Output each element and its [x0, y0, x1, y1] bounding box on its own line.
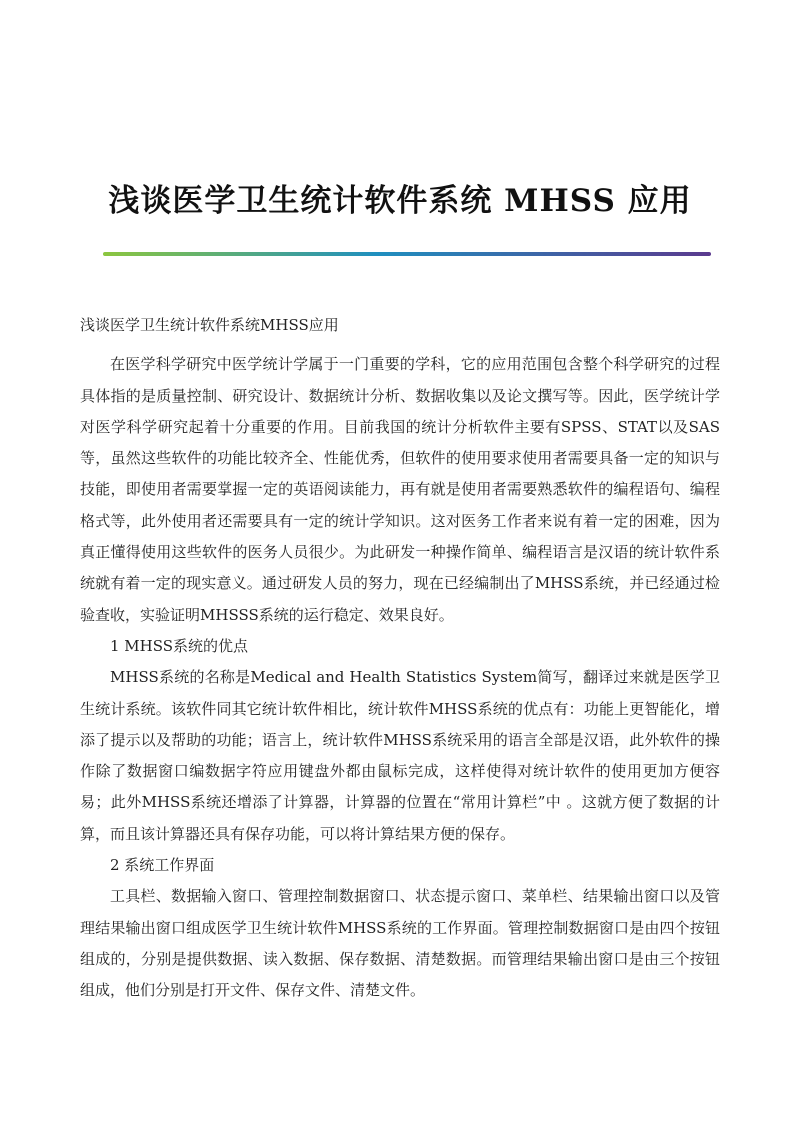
document-body	[80, 310, 720, 1007]
title-gradient-rule	[103, 252, 711, 256]
section-heading-advantages: 1 MHSS系统的优点	[110, 636, 249, 655]
advantages-paragraph: MHSS系统的名称是Medical and Health Statistics System简写，翻译过来就是医学卫生统计系统。该软件同其它统计软件相比，统计软件MHSS系统的优点有：功能上更智能化，增添了提示以及帮助的功能；语言上，统计软件MHSS系统采用的语言全部是汉语，此外软件的操作除了数据窗口编数据字符应用键盘外都由鼠标完成，这样使得对统计软件的使用更加方便容易；此外MHSS系统还增添了计算器，计算器的位置在“常用计算栏”中 。这就方便了数据的计算，而且该计算器还具有保存功能，可以将计算结果方便的保存。	[80, 668, 720, 843]
document-title: 浅谈医学卫生统计软件系统 MHSS 应用	[108, 182, 692, 219]
intro-paragraph: 在医学科学研究中医学统计学属于一门重要的学科，它的应用范围包含整个科学研究的过程具体指的是质量控制、研究设计、数据统计分析、数据收集以及论文撰写等。因此，医学统计学对医学科学研究起着十分重要的作用。目前我国的统计分析软件主要有SPSS、STAT以及SAS等，虽然这些软件的功能比较齐全、性能优秀，但软件的使用要求使用者需要具备一定的知识与技能，即使用者需要掌握一定的英语阅读能力，再有就是使用者需要熟悉软件的编程语句、编程格式等，此外使用者还需要具有一定的统计学知识。这对医务工作者来说有着一定的困难，因为真正懂得使用这些软件的医务人员很少。为此研发一种操作简单、编程语言是汉语的统计软件系统就有着一定的现实意义。通过研发人员的努力，现在已经编制出了MHSS系统，并已经通过检验查收，实验证明MHSSS系统的运行稳定、效果良好。	[80, 355, 720, 624]
interface-paragraph: 工具栏、数据输入窗口、管理控制数据窗口、状态提示窗口、菜单栏、结果输出窗口以及管理结果输出窗口组成医学卫生统计软件MHSS系统的工作界面。管理控制数据窗口是由四个按钮组成的，分别是提供数据、读入数据、保存数据、清楚数据。而管理结果输出窗口是由三个按钮组成，他们分别是打开文件、保存文件、清楚文件。	[80, 887, 720, 1000]
document-subtitle: 浅谈医学卫生统计软件系统MHSS应用	[80, 316, 339, 334]
section-heading-interface: 2 系统工作界面	[110, 856, 215, 875]
